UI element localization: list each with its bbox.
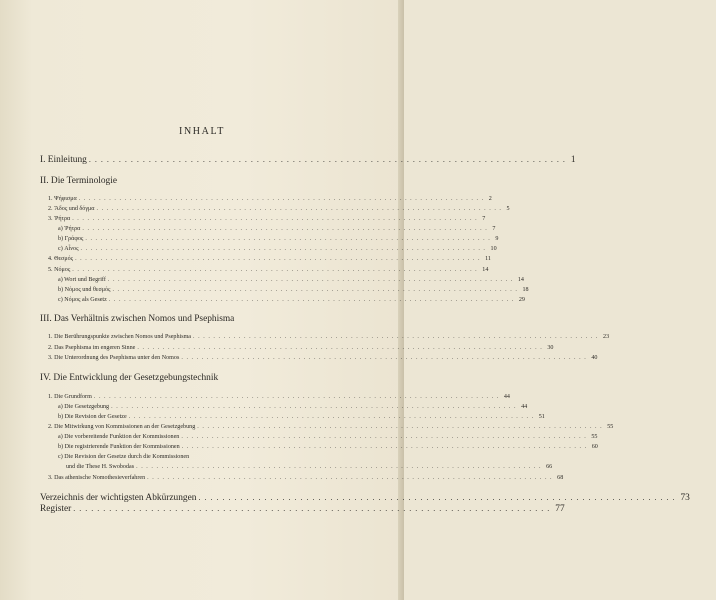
toc-page-number: 14 <box>517 277 524 283</box>
toc-page-number: 10 <box>490 246 497 252</box>
toc-entry-label: a) Ῥήτρα <box>58 226 81 232</box>
toc-entry-label: 2. Die Mitwirkung von Kommissionen an der Gesetzgebung <box>48 424 196 430</box>
toc-page-number: 77 <box>555 504 565 514</box>
toc-section <box>40 176 332 186</box>
toc-entry-label: 1. Die Grundform <box>48 394 92 400</box>
toc-entry <box>48 267 489 273</box>
toc-entry <box>48 394 510 400</box>
dot-leader: ................................................................................ <box>108 297 517 303</box>
toc-entry <box>58 226 496 232</box>
toc-page-number: 29 <box>518 297 525 303</box>
toc-entry <box>58 404 528 410</box>
toc-entry-label: 1. Ψήφισμα <box>48 196 77 202</box>
toc-entry <box>58 414 545 420</box>
toc-entry <box>58 287 529 293</box>
dot-leader: ................................................................................ <box>181 434 590 440</box>
dot-leader: ................................................................................ <box>111 404 520 410</box>
toc-entry-label: und die These H. Swobodas <box>66 464 135 470</box>
dot-leader: ................................................................................ <box>85 236 494 242</box>
dot-leader: ................................................................................ <box>136 464 545 470</box>
dot-leader: ................................................................................ <box>72 267 481 273</box>
toc-entry-label: 2. Ἄδος und δόγμα <box>48 206 95 212</box>
toc-page-number: 14 <box>482 267 489 273</box>
toc-section <box>40 373 332 383</box>
dot-leader: ................................................................................ <box>82 226 491 232</box>
dot-leader: ................................................................................ <box>112 287 521 293</box>
dot-leader: ................................................................................ <box>80 246 489 252</box>
toc-entry-label: b) Γράφος <box>58 236 84 242</box>
dot-leader: ................................................................................ <box>88 155 569 164</box>
toc-entry <box>58 434 598 440</box>
toc-entry-label: a) Die vorbereitende Funktion der Kommissionen <box>58 434 180 440</box>
toc-entry <box>48 475 564 481</box>
toc-entry-label: 2. Das Psephisma im engeren Sinne <box>48 345 136 351</box>
toc-page-number: 55 <box>591 434 598 440</box>
toc-entry-label: IV. Die Entwicklung der Gesetzgebungstechnik <box>40 373 219 383</box>
toc-section <box>40 155 576 165</box>
toc-entry <box>48 424 614 430</box>
toc-page-number: 40 <box>591 355 598 361</box>
toc-entry-label: II. Die Terminologie <box>40 176 118 186</box>
toc-entry-label: 1. Die Berührungspunkte zwischen Nomos und Psephisma <box>48 334 192 340</box>
toc-section <box>40 493 690 503</box>
dot-leader: ................................................................................ <box>93 394 502 400</box>
toc-entry <box>66 464 553 470</box>
toc-entry-label: 5. Νόμος <box>48 267 71 273</box>
dot-leader: ................................................................................ <box>193 334 602 340</box>
toc-entry <box>48 355 598 361</box>
toc-entry <box>48 334 610 340</box>
toc-entry <box>48 206 510 212</box>
toc-page-number: 11 <box>485 256 491 262</box>
dot-leader: ................................................................................ <box>72 216 481 222</box>
toc-entry-label: 3. Ῥήτρα <box>48 216 71 222</box>
toc-page-number: 60 <box>591 444 598 450</box>
dot-leader: ................................................................................ <box>107 277 516 283</box>
toc-page-number: 9 <box>495 236 499 242</box>
toc-entry-label: Register <box>40 504 72 514</box>
toc-entry <box>58 236 499 242</box>
toc-entry-label: I. Einleitung <box>40 155 87 165</box>
toc-entry-label: III. Das Verhältnis zwischen Nomos und Psephisma <box>40 314 235 324</box>
dot-leader: ................................................................................ <box>181 444 590 450</box>
dot-leader: ................................................................................ <box>96 206 505 212</box>
toc-entry <box>58 454 332 460</box>
dot-leader: ................................................................................ <box>181 355 590 361</box>
toc-entry-label: c) Αἶνος <box>58 246 79 252</box>
toc-page-number: 66 <box>546 464 553 470</box>
toc-entry <box>48 345 554 351</box>
toc-page-number: 44 <box>503 394 510 400</box>
toc-page-number: 1 <box>570 155 576 165</box>
toc-page-number: 7 <box>492 226 496 232</box>
dot-leader: ................................................................................ <box>137 345 546 351</box>
toc-page-number: 68 <box>557 475 564 481</box>
toc-section <box>40 314 332 324</box>
toc-page-number: 30 <box>547 345 554 351</box>
toc-entry-label: a) Wort und Begriff <box>58 277 106 283</box>
toc-entry-label: c) Νόμος als Gesetz <box>58 297 107 303</box>
dot-leader: ................................................................................ <box>147 475 556 481</box>
toc-entry <box>58 444 598 450</box>
toc-entry-label: 3. Das athenische Nomothesieverfahren <box>48 475 146 481</box>
toc-page-number: 55 <box>607 424 614 430</box>
toc-entry-label: a) Die Gesetzgebung <box>58 404 110 410</box>
dot-leader: ................................................................................ <box>75 256 484 262</box>
dot-leader: ................................................................................ <box>198 493 679 502</box>
toc-section <box>40 504 565 514</box>
toc-entry-label: 3. Die Unterordnung des Psephisma unter den Nomos <box>48 355 180 361</box>
toc-entry-label: Verzeichnis der wichtigsten Abkürzungen <box>40 493 197 503</box>
toc-entry <box>48 196 492 202</box>
toc-entry <box>58 277 524 283</box>
toc-entry-label: c) Die Revision der Gesetze durch die Kommissionen <box>58 454 190 460</box>
toc-page-number: 23 <box>603 334 610 340</box>
toc-page-number: 18 <box>522 287 529 293</box>
toc-entry <box>58 246 497 252</box>
dot-leader: ................................................................................ <box>73 504 554 513</box>
toc-page-number: 73 <box>680 493 690 503</box>
toc-entry <box>48 256 491 262</box>
toc-page-number: 2 <box>488 196 492 202</box>
toc-page-number: 51 <box>538 414 545 420</box>
toc-page-number: 44 <box>521 404 528 410</box>
dot-leader: ................................................................................ <box>197 424 606 430</box>
toc-entry-label: b) Νόμος und θεσμός <box>58 287 111 293</box>
toc-entry <box>48 216 486 222</box>
toc-entry-label: 4. Θεσμός <box>48 256 74 262</box>
page-title: INHALT <box>179 126 225 137</box>
toc-page-number: 7 <box>482 216 486 222</box>
toc-page-number: 5 <box>506 206 510 212</box>
toc-entry-label: b) Die Revision der Gesetze <box>58 414 127 420</box>
toc-entry-label: b) Die registrierende Funktion der Kommissionen <box>58 444 180 450</box>
toc-entry <box>58 297 525 303</box>
dot-leader: ................................................................................ <box>128 414 537 420</box>
dot-leader: ................................................................................ <box>78 196 487 202</box>
